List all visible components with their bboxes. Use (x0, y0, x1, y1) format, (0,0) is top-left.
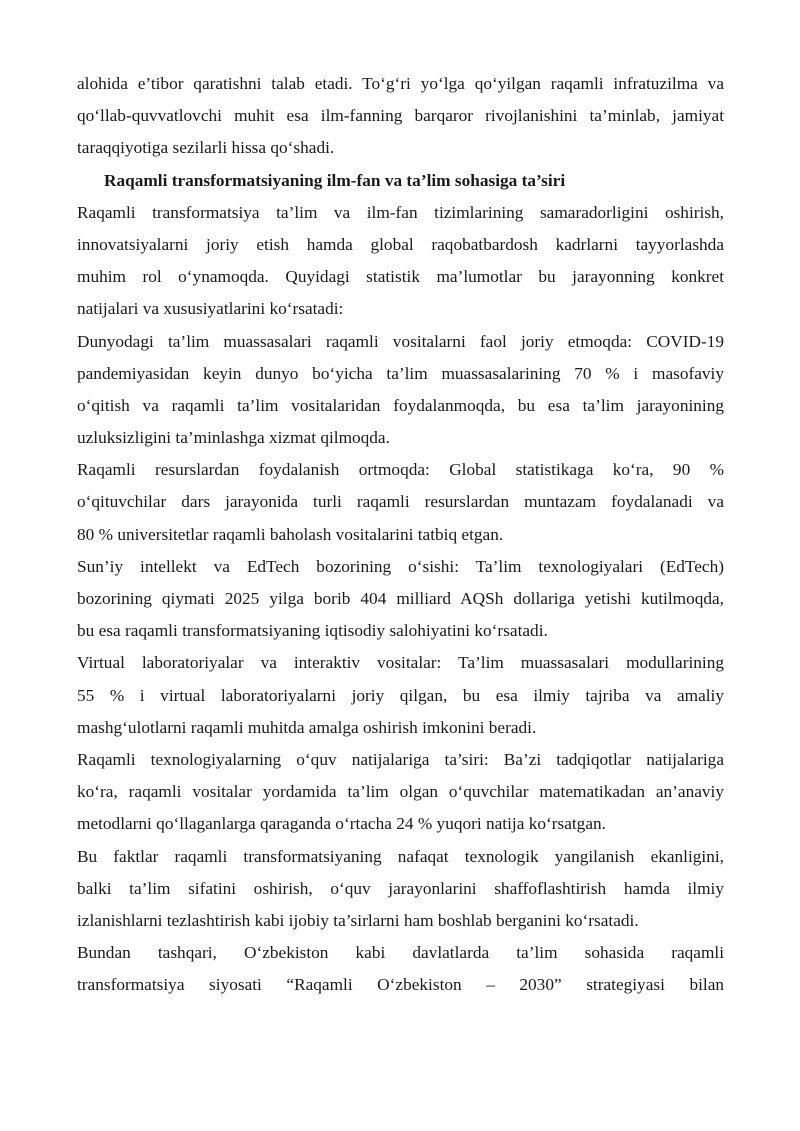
text-line: Bu faktlar raqamli transformatsiyaning nafaqat texnologik yangilanish ekanligini, (77, 846, 724, 866)
text-line: muhim rol o‘ynamoqda. Quyidagi statistik ma’lumotlar bu jarayonning konkret (77, 267, 724, 287)
text-line: izlanishlarni tezlashtirish kabi ijobiy ta’sirlarni ham boshlab berganini ko‘rsatadi. (77, 910, 639, 930)
paragraph-edtech-market (77, 551, 724, 648)
paragraph-intro-continuation (77, 68, 724, 165)
heading-text: Raqamli transformatsiyaning ilm-fan va ta’lim sohasiga ta’siri (104, 170, 566, 190)
paragraph-uzbekistan-strategy (77, 937, 724, 1001)
text-line: qo‘llab-quvvatlovchi muhit esa ilm-fanning barqaror rivojlanishini ta’minlab, jamiyat (77, 106, 724, 126)
text-line: mashg‘ulotlarni raqamli muhitda amalga oshirish imkonini beradi. (77, 717, 537, 737)
text-line: bozorining qiymati 2025 yilga borib 404 milliard AQSh dollariga yetishi kutilmoqda, (77, 589, 724, 608)
paragraph-digital-tools (77, 326, 724, 455)
text-line: transformatsiya siyosati “Raqamli O‘zbekiston – 2030” strategiyasi bilan (77, 975, 724, 995)
text-line: bu esa raqamli transformatsiyaning iqtisodiy salohiyatini ko‘rsatadi. (77, 621, 548, 641)
text-line: 55 % i virtual laboratoriyalarni joriy qilgan, bu esa ilmiy tajriba va amaliy (77, 685, 724, 705)
paragraph-virtual-labs (77, 647, 724, 744)
text-line: Raqamli texnologiyalarning o‘quv natijalariga ta’siri: Ba’zi tadqiqotlar natijalariga (77, 749, 724, 769)
paragraph-digital-resources (77, 454, 724, 551)
text-line: balki ta’lim sifatini oshirish, o‘quv jarayonlarini shaffoflashtirish hamda ilmiy (77, 878, 724, 898)
text-line: o‘qituvchilar dars jarayonida turli raqamli resurslardan muntazam foydalanadi va (77, 492, 724, 512)
text-line: pandemiyasidan keyin dunyo bo‘yicha ta’lim muassasalarining 70 % i masofaviy (77, 363, 724, 383)
text-line: Sun’iy intellekt va EdTech bozorining o‘sishi: Ta’lim texnologiyalari (EdTech) (77, 556, 724, 576)
text-line: alohida e’tibor qaratishni talab etadi. To‘g‘ri yo‘lga qo‘yilgan raqamli infratuzilma va (77, 74, 724, 93)
paragraph-overview (77, 197, 724, 326)
text-line: ko‘ra, raqamli vositalar yordamida ta’lim olgan o‘quvchilar matematikadan an’anaviy (77, 782, 724, 802)
text-line: metodlarni qo‘llaganlarga qaraganda o‘rtacha 24 % yuqori natija ko‘rsatgan. (77, 814, 606, 834)
document-page (77, 68, 724, 1001)
text-line: 80 % universitetlar raqamli baholash vositalarini tatbiq etgan. (77, 524, 504, 544)
text-line: Raqamli transformatsiya ta’lim va ilm-fan tizimlarining samaradorligini oshirish, (77, 202, 724, 222)
text-line: uzluksizligini ta’minlashga xizmat qilmoqda. (77, 428, 390, 448)
paragraph-learning-outcomes (77, 744, 724, 841)
text-line: Bundan tashqari, O‘zbekiston kabi davlatlarda ta’lim sohasida raqamli (77, 943, 724, 963)
text-line: o‘qitish va raqamli ta’lim vositalaridan foydalanmoqda, bu esa ta’lim jarayonining (77, 395, 724, 415)
text-line: taraqqiyotiga sezilarli hissa qo‘shadi. (77, 138, 335, 158)
text-line: innovatsiyalarni joriy etish hamda global raqobatbardosh kadrlarni tayyorlashda (77, 234, 724, 254)
section-heading (77, 165, 724, 197)
paragraph-conclusion (77, 841, 724, 938)
text-line: Dunyodagi ta’lim muassasalari raqamli vositalarni faol joriy etmoqda: COVID-19 (77, 331, 724, 351)
text-line: Virtual laboratoriyalar va interaktiv vositalar: Ta’lim muassasalari modullarining (77, 653, 724, 673)
text-line: Raqamli resurslardan foydalanish ortmoqda: Global statistikaga ko‘ra, 90 % (77, 460, 724, 480)
text-line: natijalari va xususiyatlarini ko‘rsatadi: (77, 299, 344, 319)
